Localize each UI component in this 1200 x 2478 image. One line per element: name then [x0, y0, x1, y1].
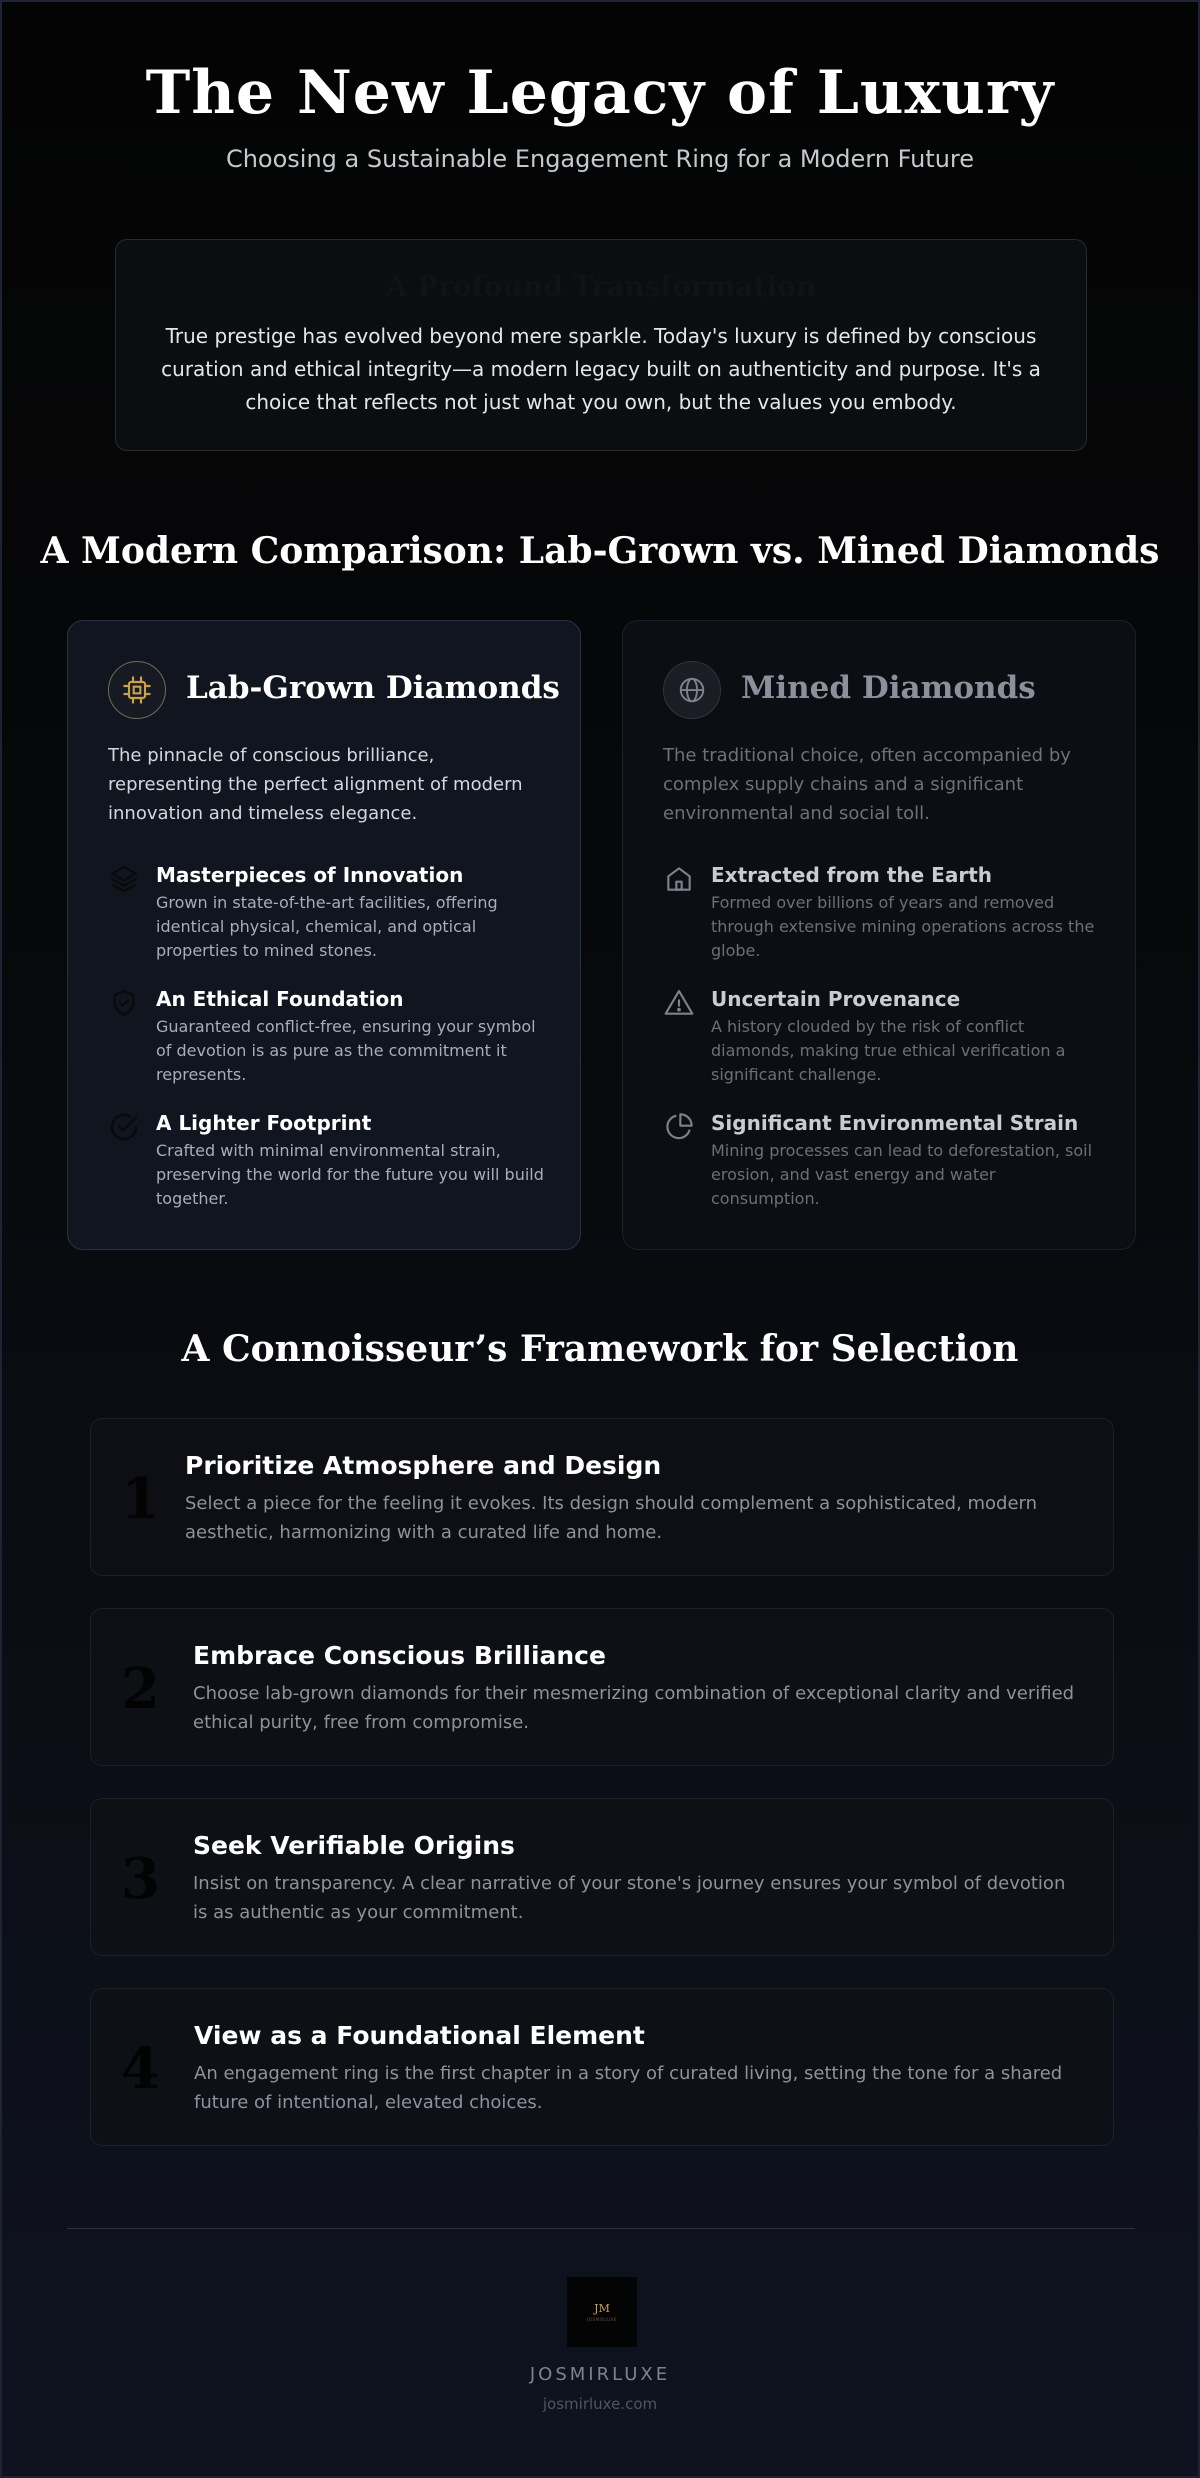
- footer-divider: [67, 2228, 1135, 2229]
- shield-check-icon: [108, 987, 140, 1019]
- lab-grown-description: The pinnacle of conscious brilliance, representing the perfect alignment of modern innovation and timeless elegance.: [108, 745, 523, 824]
- feature-text: Mining processes can lead to deforestation, soil erosion, and vast energy and water consumption.: [711, 1141, 1093, 1208]
- step-title: Seek Verifiable Origins: [193, 1831, 515, 1860]
- brand-logo[interactable]: [567, 2277, 637, 2347]
- step-title: Prioritize Atmosphere and Design: [185, 1451, 662, 1480]
- step-number: 4: [121, 2036, 160, 2102]
- chip-icon: [108, 661, 166, 719]
- lab-grown-card: [67, 620, 581, 1250]
- footer-url-link[interactable]: josmirluxe.com: [542, 2395, 658, 2413]
- feature-title: Uncertain Provenance: [711, 987, 961, 1011]
- framework-step: [90, 1988, 1114, 2146]
- step-text: An engagement ring is the first chapter in a story of curated living, setting the tone for a shared future of intentional, elevated choices.: [194, 2063, 1063, 2113]
- mined-title: Mined Diamonds: [741, 670, 1036, 706]
- framework-step: [90, 1798, 1114, 1956]
- feature-title: An Ethical Foundation: [156, 987, 404, 1011]
- pie-chart-icon: [663, 1111, 695, 1143]
- step-title: View as a Foundational Element: [194, 2021, 645, 2050]
- warning-icon: [663, 987, 695, 1019]
- page: [2, 2, 1198, 2476]
- framework-step: [90, 1418, 1114, 1576]
- layers-icon: [108, 863, 140, 895]
- step-number: 1: [121, 1466, 160, 1532]
- mined-card: [622, 620, 1136, 1250]
- step-number: 2: [121, 1656, 160, 1722]
- feature-text: Crafted with minimal environmental strain, preserving the world for the future you will build together.: [156, 1141, 544, 1208]
- feature-title: Extracted from the Earth: [711, 863, 992, 887]
- feature-text: Formed over billions of years and removed through extensive mining operations across the globe.: [711, 893, 1095, 960]
- intro-body: True prestige has evolved beyond mere sparkle. Today's luxury is defined by conscious curation and ethical integrity—a modern legacy built on authenticity and purpose. It's a choice that reflects not just what you own, but the values you embody.: [161, 324, 1041, 414]
- framework-heading: A Connoisseur’s Framework for Selection: [181, 1328, 1019, 1370]
- feature-text: Guaranteed conflict-free, ensuring your symbol of devotion is as pure as the commitment it represents.: [156, 1017, 536, 1084]
- check-circle-icon: [108, 1111, 140, 1143]
- footer-brand: JOSMIRLUXE: [529, 2364, 671, 2385]
- feature-title: Significant Environmental Strain: [711, 1111, 1079, 1135]
- feature-text: Grown in state-of-the-art facilities, offering identical physical, chemical, and optical properties to mined stones.: [156, 893, 498, 960]
- step-number: 3: [121, 1846, 160, 1912]
- page-subtitle: Choosing a Sustainable Engagement Ring for a Modern Future: [225, 145, 975, 173]
- feature-title: Masterpieces of Innovation: [156, 863, 464, 887]
- mined-description: The traditional choice, often accompanied by complex supply chains and a significant environmental and social toll.: [663, 745, 1071, 824]
- intro-card: [115, 239, 1087, 451]
- intro-title: A Profound Transformation: [385, 270, 817, 303]
- logo-wordmark: JOSMIRLUXE: [587, 2316, 617, 2322]
- feature-text: A history clouded by the risk of conflict diamonds, making true ethical verification a significant challenge.: [711, 1017, 1066, 1084]
- page-title: The New Legacy of Luxury: [145, 58, 1055, 128]
- comparison-heading: A Modern Comparison: Lab-Grown vs. Mined Diamonds: [40, 530, 1160, 572]
- framework-step: [90, 1608, 1114, 1766]
- step-title: Embrace Conscious Brilliance: [193, 1641, 606, 1670]
- step-text: Insist on transparency. A clear narrative of your stone's journey ensures your symbol of devotion is as authentic as your commitment.: [193, 1873, 1066, 1923]
- globe-icon: [663, 661, 721, 719]
- home-icon: [663, 863, 695, 895]
- feature-title: A Lighter Footprint: [156, 1111, 372, 1135]
- logo-mark: JM: [594, 2301, 610, 2315]
- step-text: Select a piece for the feeling it evokes. Its design should complement a sophisticated, modern aesthetic, harmonizing with a curated life and home.: [185, 1493, 1038, 1543]
- lab-grown-title: Lab-Grown Diamonds: [186, 670, 560, 706]
- step-text: Choose lab-grown diamonds for their mesmerizing combination of exceptional clarity and verified ethical purity, free from compromise.: [193, 1683, 1075, 1733]
